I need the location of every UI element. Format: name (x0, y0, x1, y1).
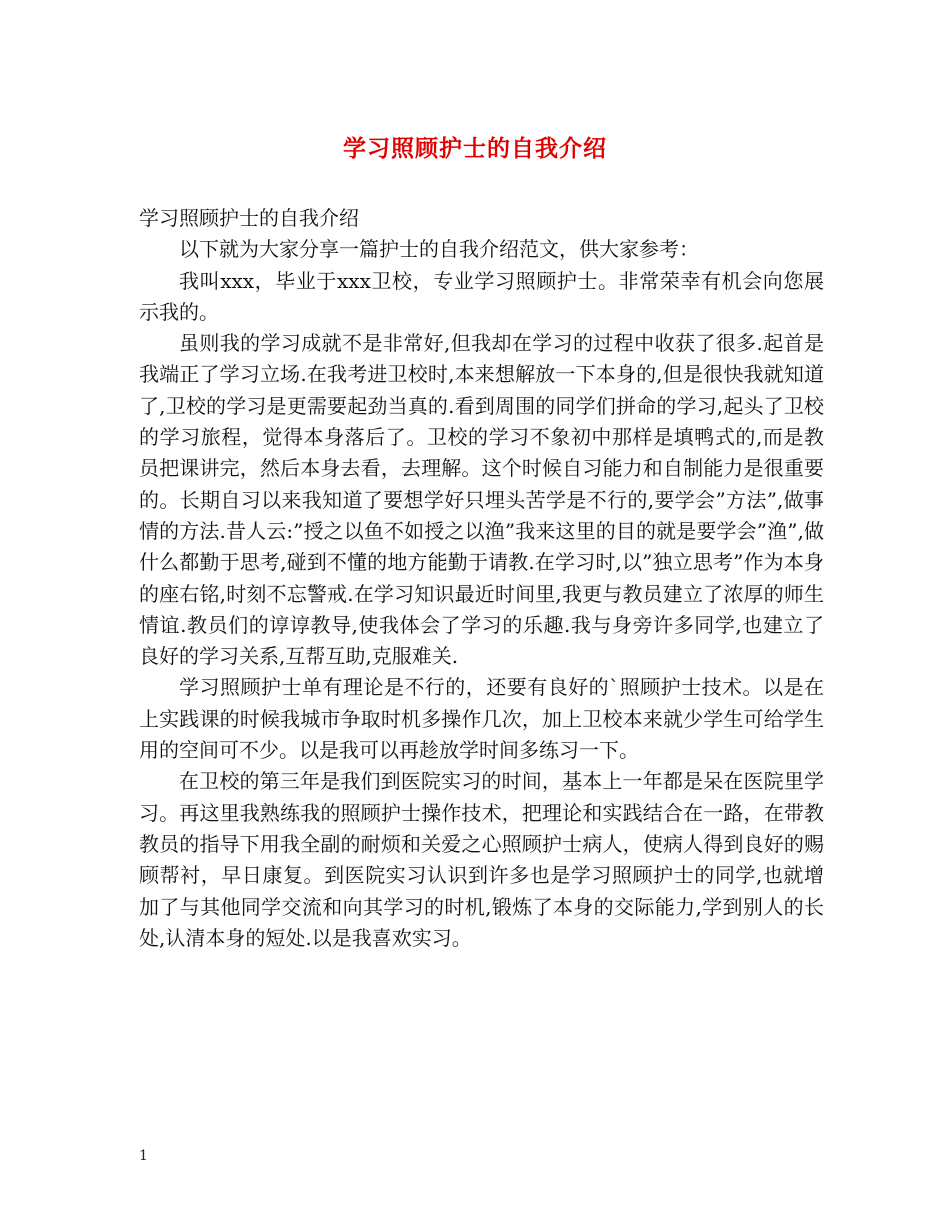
page-number: 1 (139, 1148, 148, 1164)
paragraph-self-intro: 我叫xxx，毕业于xxx卫校，专业学习照顾护士。非常荣幸有机会向您展示我的。 (139, 268, 824, 324)
paragraph-intro: 以下就为大家分享一篇护士的自我介绍范文，供大家参考： (179, 237, 699, 262)
paragraph-practice: 学习照顾护士单有理论是不行的，还要有良好的`照顾护士技术。以是在上实践课的时候我城市争取时机多操作几次，加上卫校本来就少学生可给学生用的空间可不少。以是我可以再趁放学时间多练习一下。 (139, 675, 824, 763)
body-heading: 学习照顾护士的自我介绍 (139, 206, 359, 230)
paragraph-study: 虽则我的学习成就不是非常好,但我却在学习的过程中收获了很多.起首是我端正了学习立场.在我考进卫校时,本来想解放一下本身的,但是很快我就知道了,卫校的学习是更需要起劲当真的.看到周围的同学们拼命的学习,起头了卫校的学习旅程，觉得本身落后了。卫校的学习不象初中那样是填鸭式的,而是教员把课讲完，然后本身去看，去理解。这个时候自习能力和自制能力是很重要的。长期自习以来我知道了要想学好只埋头苦学是不行的,要学会”方法”,做事情的方法.昔人云:”授之以鱼不如授之以渔”我来这里的目的就是要学会”渔”,做什么都勤于思考,碰到不懂的地方能勤于请教.在学习时,以”独立思考”作为本身的座右铭,时刻不忘警戒.在学习知识最近时间里,我更与教员建立了浓厚的师生情谊.教员们的谆谆教导,使我体会了学习的乐趣.我与身旁许多同学,也建立了良好的学习关系,互帮互助,克服难关. (139, 331, 824, 669)
document-body (139, 203, 824, 954)
document-title: 学习照顾护士的自我介绍 (343, 135, 607, 162)
paragraph-internship: 在卫校的第三年是我们到医院实习的时间，基本上一年都是呆在医院里学习。再这里我熟练我的照顾护士操作技术，把理论和实践结合在一路，在带教教员的指导下用我全副的耐烦和关爱之心照顾护士病人，使病人得到良好的赐顾帮衬，早日康复。到医院实习认识到许多也是学习照顾护士的同学,也就增加了与其他同学交流和向其学习的时机,锻炼了本身的交际能力,学到别人的长处,认清本身的短处.以是我喜欢实习。 (139, 769, 824, 950)
